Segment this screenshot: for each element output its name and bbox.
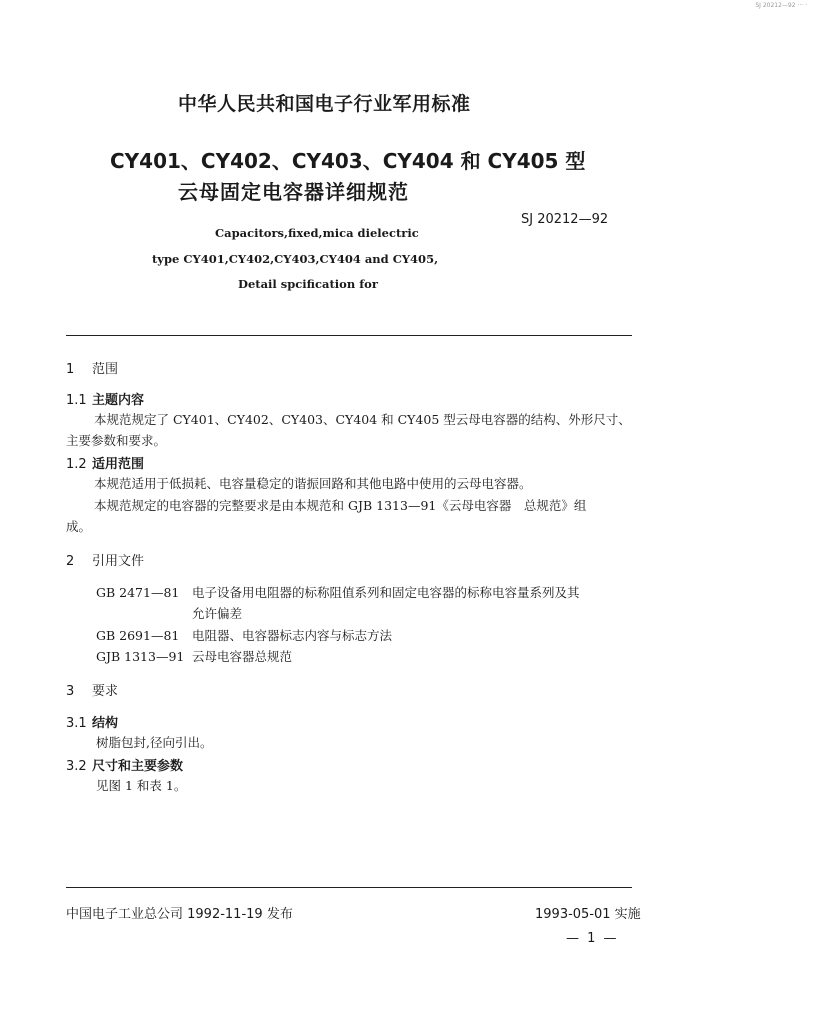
paragraph-continuation: 成。 [66, 519, 92, 534]
english-title-line2: type CY401,CY402,CY403,CY404 and CY405, [152, 252, 439, 266]
reference-title: 云母电容器总规范 [192, 649, 293, 664]
page-number: — 1 — [566, 931, 619, 946]
reference-code: GB 2471—81 [96, 585, 180, 600]
section-title: 结构 [92, 716, 119, 731]
section-number: 1.1 [66, 393, 87, 408]
section-number: 1.2 [66, 457, 87, 472]
section-number: 3.2 [66, 759, 87, 774]
reference-title: 电子设备用电阻器的标称阻值系列和固定电容器的标称电容量系列及其 [192, 585, 580, 600]
reference-code: GJB 1313—91 [96, 649, 185, 664]
section-number: 2 [66, 554, 75, 569]
reference-item [96, 647, 292, 665]
issue-date: 中国电子工业总公司 1992-11-19 发布 [66, 907, 293, 922]
reference-title: 电阻器、电容器标志内容与标志方法 [192, 628, 393, 643]
section-1-1-heading [66, 389, 144, 408]
paragraph: 见图 1 和表 1。 [96, 778, 187, 793]
section-title: 要求 [92, 684, 119, 699]
paragraph-continuation: 主要参数和要求。 [66, 433, 167, 448]
section-1-2-heading [66, 453, 144, 472]
section-number: 3 [66, 684, 75, 699]
section-3-2-heading [66, 755, 183, 774]
section-number: 1 [66, 362, 75, 377]
section-3-1-heading [66, 712, 118, 731]
document-title-line1: CY401、CY402、CY403、CY404 和 CY405 型 [110, 149, 586, 173]
section-number: 3.1 [66, 716, 87, 731]
effective-date: 1993-05-01 实施 [535, 907, 641, 922]
reference-item [96, 583, 580, 601]
section-2-heading [66, 550, 144, 569]
corner-mark: SJ 20212—92 ··· · [755, 2, 807, 9]
paragraph: 本规范规定了 CY401、CY402、CY403、CY404 和 CY405 型云母电容器的结构、外形尺寸、 [94, 412, 631, 427]
standard-number: SJ 20212—92 [521, 212, 609, 227]
paragraph: 树脂包封,径向引出。 [96, 735, 213, 750]
document-title-line2: 云母固定电容器详细规范 [178, 180, 409, 204]
standard-category-title: 中华人民共和国电子行业军用标准 [178, 93, 471, 115]
section-title: 尺寸和主要参数 [92, 759, 184, 774]
reference-item [96, 626, 392, 644]
section-3-heading [66, 680, 118, 699]
reference-title-continuation: 允许偏差 [192, 606, 243, 621]
section-title: 适用范围 [92, 457, 145, 472]
bottom-divider [66, 887, 632, 888]
english-title-line3: Detail spcification for [238, 277, 378, 291]
paragraph: 本规范规定的电容器的完整要求是由本规范和 GJB 1313—91《云母电容器 总规范》组 [94, 498, 587, 513]
reference-code: GB 2691—81 [96, 628, 180, 643]
section-1-heading [66, 358, 118, 377]
top-divider [66, 335, 632, 336]
section-title: 引用文件 [92, 554, 145, 569]
section-title: 主题内容 [92, 393, 145, 408]
section-title: 范围 [92, 362, 119, 377]
english-title-line1: Capacitors,fixed,mica dielectric [215, 226, 419, 240]
paragraph: 本规范适用于低损耗、电容量稳定的谐振回路和其他电路中使用的云母电容器。 [94, 476, 532, 491]
